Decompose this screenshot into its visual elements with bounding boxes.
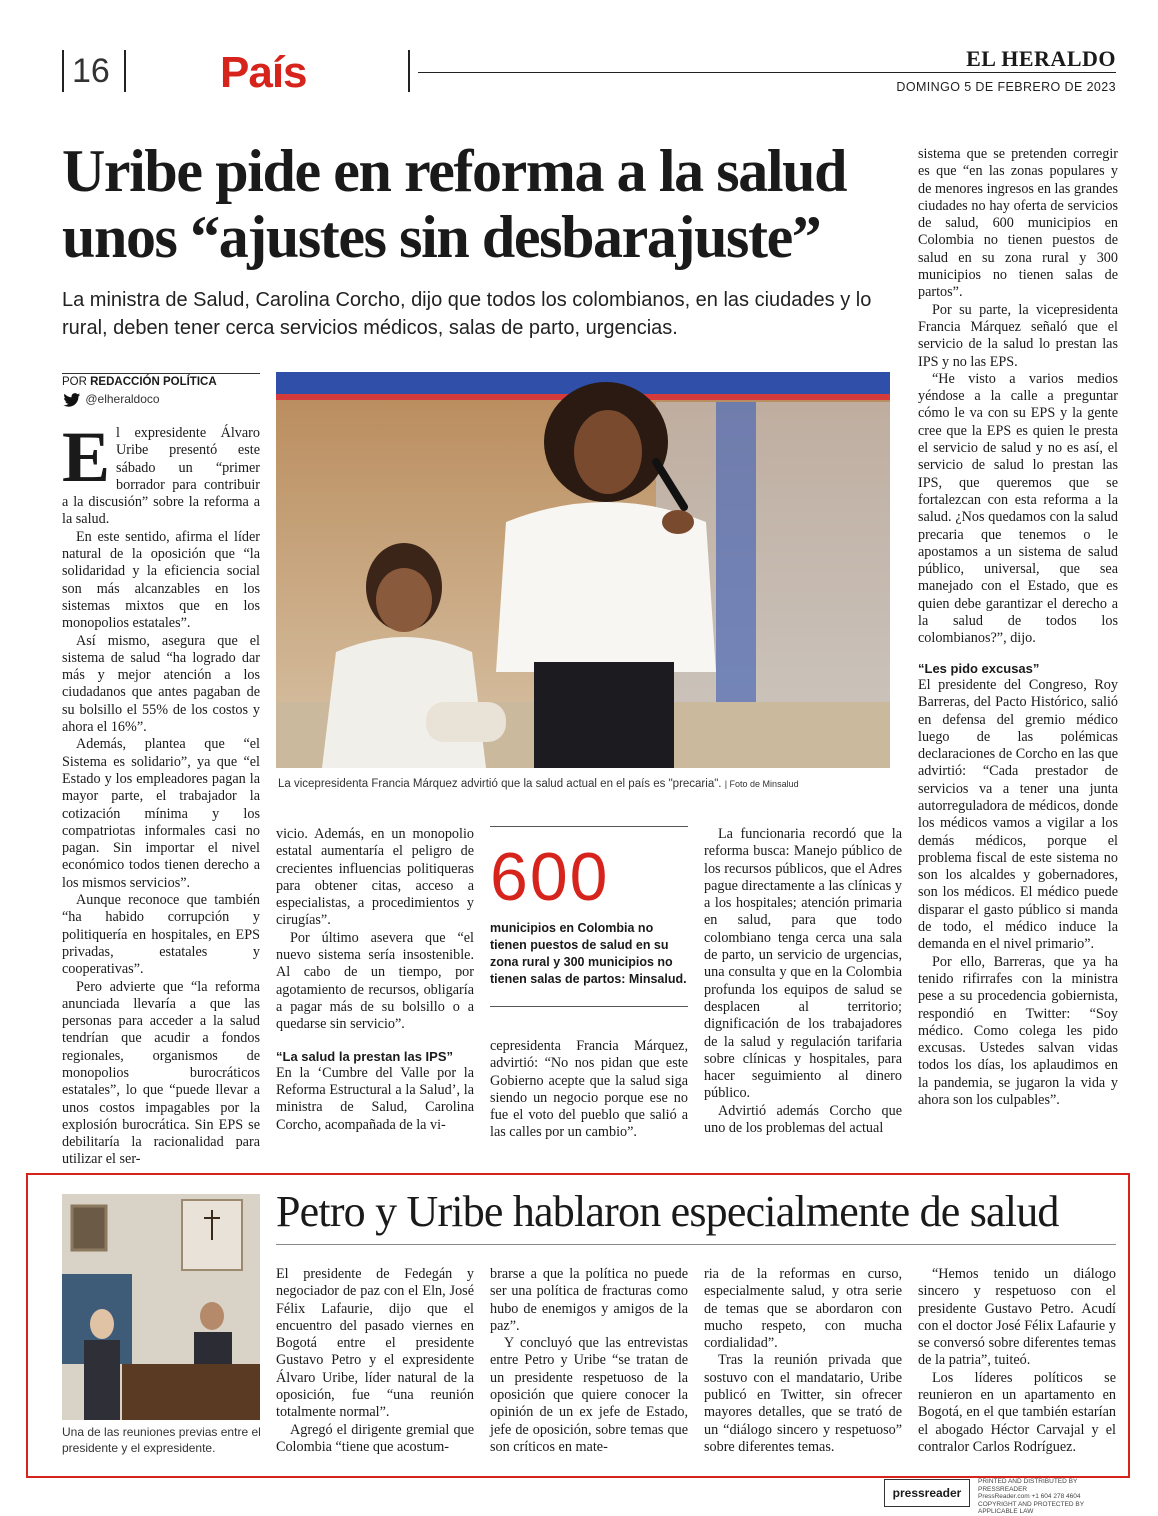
meeting-illustration <box>62 1194 260 1420</box>
paragraph: Además, plantea que “el Sistema es solidario”, ya que “el Estado y los empleadores pagan la mayor parte, el trabajador la cotización mínima y los compatriotas informales casi no pagan. Sin importar el nivel económico todos tienen derecho a los mismos servicios”. <box>62 736 260 891</box>
stat-description: municipios en Colombia no tienen puestos de salud en su zona rural y 300 municipios no tienen salas de partos: Minsalud. <box>490 921 687 986</box>
subheading: “Les pido excusas” <box>918 660 1040 676</box>
drop-cap: E <box>62 417 111 497</box>
photo-caption <box>278 778 898 790</box>
paragraph: Pero advierte que “la reforma anunciada llevaría a que las personas para acceder a la salud tendrían que acudir a fondos regionales, organismos de monopolios burocráticos estatales”, lo que “puede llevar a unos costos impagables por la explosión burocrática. Sin EPS se debilitaría la racionalidad para utilizar el ser- <box>62 978 260 1168</box>
paragraph: Agregó el dirigente gremial que Colombia “tiene que acostum- <box>276 1421 474 1455</box>
paragraph: Tras la reunión privada que sostuvo con el mandatario, Uribe publicó en Twitter, sin ofrecer mayores detalles, que se trató de un “diálogo sincero y respetuoso” sobre diferentes temas. <box>704 1352 902 1455</box>
pressreader-logo-text: pressreader <box>892 1486 962 1500</box>
pressreader-notice <box>978 1478 1118 1516</box>
subtitle: La ministra de Salud, Carolina Corcho, dijo que todos los colombianos, en las ciudades y lo rural, deben tener cerca servicios médicos, salas de parto, urgencias. <box>62 289 872 339</box>
main-photo <box>276 372 890 768</box>
divider <box>124 50 126 92</box>
notice-line: PRINTED AND DISTRIBUTED BY PRESSREADER <box>978 1478 1078 1493</box>
related-column-1 <box>276 1266 474 1456</box>
paragraph: Los líderes políticos se reunieron en un apartamento en Bogotá, en el que también estarían el abogado Héctor Carvajal y el contralor Carlos Rodríguez. <box>918 1369 1116 1455</box>
related-headline: Petro y Uribe hablaron especialmente de salud <box>276 1187 1059 1236</box>
article-column-4 <box>704 826 902 1137</box>
issue-date: DOMINGO 5 DE FEBRERO DE 2023 <box>896 80 1116 94</box>
handle-text: @elheraldoco <box>85 392 160 406</box>
paragraph: En la ‘Cumbre del Valle por la Reforma Estructural a la Salud’, la ministra de Salud, Carolina Corcho, acompañada de la vi- <box>276 1064 474 1133</box>
paragraph: La funcionaria recordó que la reforma busca: Manejo público de los recursos públicos, que el Adres pague directamente a las clínicas y a los hospitales; atención primaria en salud, para que todo colombiano tenga cerca una sala de parto, un servicio de urgencias, una consulta y que en la Colombia profunda los equipos de salud se desplacen al territorio; dignificación de los trabajadores de la salud y regulación tarifaria sobre clínicas y hospitales, para hacer seguimiento al dinero público. <box>704 826 902 1102</box>
paragraph: El presidente de Fedegán y negociador de paz con el Eln, José Félix Lafaurie, dijo que el encuentro del pasado viernes en Bogotá entre el presidente Gustavo Petro y el expresidente Álvaro Uribe, líder natural de la oposición, fue “una reunión totalmente normal”. <box>276 1266 474 1421</box>
related-column-2 <box>490 1266 688 1456</box>
paragraph: Así mismo, asegura que el sistema de salud “ha logrado dar más y mejor atención a los ciudadanos que antes pagaban de su bolsillo el 55% de los costos y ahora el 16%”. <box>62 632 260 736</box>
paragraph: ria de la reformas en curso, especialmente salud, y otra serie de temas que se abordaron con mucho respeto, con mucha cordialidad”. <box>704 1266 902 1352</box>
article-column-right <box>918 146 1118 1109</box>
paragraph: Y concluyó que las entrevistas entre Petro y Uribe “se tratan de un presidente respetuoso de la oposición que quiere conocer la opinión de un ex jefe de Estado, jefe de oposición, sobre temas que son críticos en mate- <box>490 1335 688 1455</box>
paragraph: “He visto a varios medios yéndose a la calle a preguntar cómo le va con su EPS y la gente cree que la EPS es quien le presta el servicio de salud y no es así, el servicio de salud lo prestan las IPS, que queremos que se fortalezcan con esta reforma a la salud. ¿Nos quedamos con la salud precaria que tenemos o le apostamos a un sistema de salud público, universal, que sea manejado con el Estado, que es quien debe garantizar el derecho a la salud de todos los colombianos?”, dijo. <box>918 370 1118 647</box>
paragraph: cepresidenta Francia Márquez, advirtió: “No nos pidan que este Gobierno acepte que la salud siga siendo un negocio porque ese no fue el voto del pueblo que salió a las calles por un cambio”. <box>490 1038 688 1141</box>
stat-rule-top <box>490 826 688 827</box>
headline: Uribe pide en reforma a la salud unos “ajustes sin desbarajuste” <box>62 138 847 270</box>
subheading: “La salud la prestan las IPS” <box>276 1048 454 1064</box>
byline-author: REDACCIÓN POLÍTICA <box>90 376 217 388</box>
section-title: País <box>220 48 307 97</box>
paragraph: sistema que se pretenden corregir es que “en las zonas populares y de menores ingresos en las grandes ciudades no hay oferta de servicios de salud, 600 municipios en Colombia no tienen puestos de salud en su zona rural y 300 municipios no tienen salas de partos”. <box>918 146 1118 301</box>
divider <box>408 50 410 92</box>
related-column-4 <box>918 1266 1116 1456</box>
related-headline-rule <box>276 1244 1116 1245</box>
paragraph: Por último asevera que “el nuevo sistema sería insostenible. Al cabo de un tiempo, por agotamiento de recursos, obligaría a pagar más de su bolsillo o a quedarse sin servicio”. <box>276 929 474 1033</box>
photo-illustration <box>276 372 890 768</box>
paragraph: Advirtió además Corcho que uno de los problemas del actual <box>704 1102 902 1137</box>
stat-rule-bottom <box>490 1006 688 1007</box>
page-number: 16 <box>72 52 110 90</box>
article-column-1 <box>62 417 260 1169</box>
paragraph: vicio. Además, en un monopolio estatal aumentaría el peligro de crecientes influencias politiqueras para obtener citas, acceso a especialistas, a procedimientos y cirugías”. <box>276 826 474 929</box>
notice-line: PressReader.com +1 604 278 4604 <box>978 1493 1081 1500</box>
twitter-bird-icon <box>62 393 82 407</box>
newspaper-brand: EL HERALDO <box>966 46 1116 71</box>
meeting-photo <box>62 1194 260 1420</box>
paragraph: El presidente del Congreso, Roy Barreras, del Pacto Histórico, salió en defensa del gremio médico luego de las polémicas declaraciones de Corcho en las que advirtió: “Cada prestador de servicios va a tener una junta autorreguladora de médicos, donde los médicos vamos a vigilar a los demás médicos, porque el problema fiscal de este sistema no son los alcaldes y gobernadores, son los médicos. El médico puede disparar el gasto público si manda de todo, el médico induce la demanda en el nivel primario”. <box>918 676 1118 953</box>
paragraph: En este sentido, afirma el líder natural de la oposición que “la solidaridad y la eficiencia social son más alcanzables en los sistemas mixtos que en los monopolios estatales”. <box>62 528 260 632</box>
related-column-3 <box>704 1266 902 1456</box>
stat-number: 600 <box>490 839 610 915</box>
paragraph-text: l expresidente Álvaro Uribe presentó este sábado un “primer borrador para contribuir a la discusión” sobre la reforma a la salud. <box>62 425 260 528</box>
divider <box>62 50 64 92</box>
meeting-photo-caption: Una de las reuniones previas entre el presidente y el expresidente. <box>62 1425 261 1455</box>
article-column-2 <box>276 826 474 1134</box>
caption-text: La vicepresidenta Francia Márquez advirtió que la salud actual en el país es "precaria". <box>278 778 722 790</box>
pressreader-logo[interactable] <box>884 1479 970 1507</box>
paragraph: “Hemos tenido un diálogo sincero y respetuoso con el presidente Gustavo Petro. Acudí con el doctor José Félix Lafaurie y se conversó sobre diferentes temas de la patria”, tuiteó. <box>918 1266 1116 1369</box>
header-rule <box>418 72 1116 73</box>
paragraph: Aunque reconoce que también “ha habido corrupción y politiquería en hospitales, en EPS privadas, estatales y cooperativas”. <box>62 892 260 978</box>
notice-line: COPYRIGHT AND PROTECTED BY APPLICABLE LAW <box>978 1500 1084 1515</box>
paragraph: Por su parte, la vicepresidenta Francia Márquez señaló que el servicio de la salud lo prestan las IPS y no las EPS. <box>918 301 1118 370</box>
article-column-3 <box>490 1038 688 1142</box>
byline-prefix: POR <box>62 376 87 388</box>
paragraph: brarse a que la política no puede ser una política de fracturas como hubo de enemigos y amigos de la paz”. <box>490 1266 688 1334</box>
twitter-handle-row <box>62 392 160 407</box>
byline-rule <box>62 373 260 374</box>
byline <box>62 376 217 388</box>
photo-credit: | Foto de Minsalud <box>724 779 799 789</box>
paragraph: Por ello, Barreras, que ya ha tenido rifirrafes con la ministra pese a su procedencia gobiernista, respondió en Twitter: “Soy médico. Como colega les pido excusas. Ustedes salvan vidas todos los días, los aplaudimos en la pandemia, se jugaron la vida y ahora son los culpables”. <box>918 953 1118 1109</box>
paragraph <box>62 417 260 529</box>
